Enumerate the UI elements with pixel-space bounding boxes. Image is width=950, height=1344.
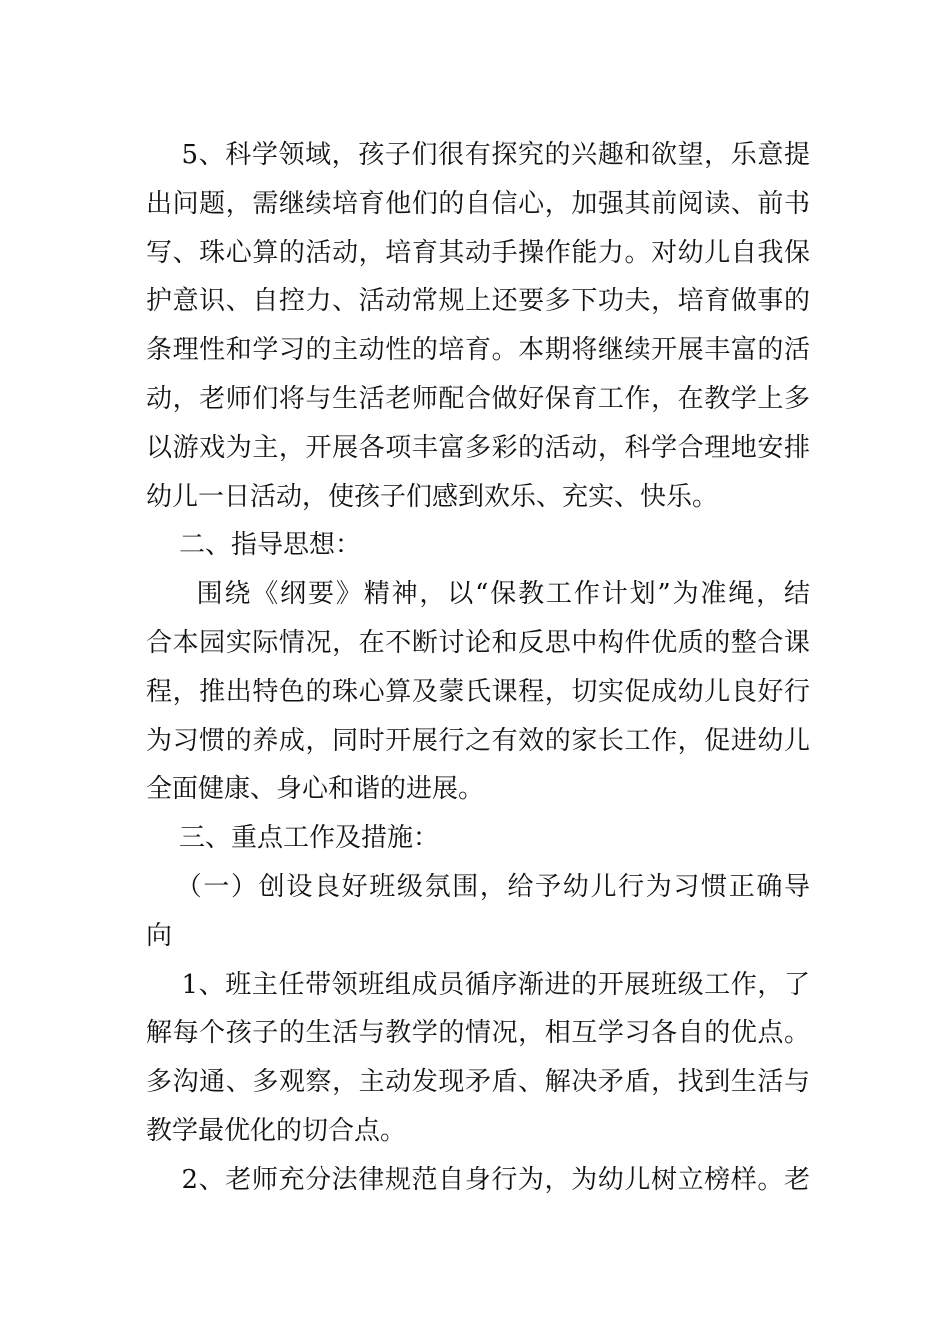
subheading-class-atmosphere (146, 863, 810, 961)
heading-guiding-thought (146, 521, 810, 570)
text-line: 为习惯的养成，同时开展行之有效的家长工作，促进幼儿 (146, 725, 810, 756)
section-heading: 二、指导思想： (146, 530, 362, 561)
text-line: 护意识、自控力、活动常规上还要多下功夫，培育做事的 (146, 286, 810, 317)
subsection-heading: （一）创设良好班级氛围，给予幼儿行为习惯正确导 (146, 871, 810, 902)
text-line: 5、科学领域，孩子们很有探究的兴趣和欲望，乐意提 (146, 140, 810, 170)
text-line: 多沟通、多观察，主动发现矛盾、解决矛盾，找到生活与 (146, 1067, 810, 1098)
paragraph-science-domain (146, 131, 810, 521)
text-line: 教学最优化的切合点。 (146, 1115, 407, 1146)
paragraph-item-2 (146, 1156, 810, 1205)
paragraph-guiding-thought (146, 570, 810, 814)
heading-key-work (146, 814, 810, 863)
text-line: 围绕《纲要》精神，以“保教工作计划”为准绳，结 (146, 579, 810, 610)
text-line: 2、老师充分法律规范自身行为，为幼儿树立榜样。老 (146, 1164, 810, 1195)
subsection-heading: 向 (146, 920, 173, 951)
text-line: 程，推出特色的珠心算及蒙氏课程，切实促成幼儿良好行 (146, 676, 810, 707)
text-line: 写、珠心算的活动，培育其动手操作能力。对幼儿自我保 (146, 237, 810, 268)
text-line: 以游戏为主，开展各项丰富多彩的活动，科学合理地安排 (146, 432, 810, 463)
text-line: 条理性和学习的主动性的培育。本期将继续开展丰富的活 (146, 335, 810, 366)
text-line: 全面健康、身心和谐的进展。 (146, 774, 485, 805)
text-line: 合本园实际情况，在不断讨论和反思中构件优质的整合课 (146, 627, 810, 658)
text-line: 出问题，需继续培育他们的自信心，加强其前阅读、前书 (146, 188, 810, 219)
text-line: 1、班主任带领班组成员循序渐进的开展班级工作，了 (146, 969, 810, 1000)
paragraph-item-1 (146, 961, 810, 1156)
text-line: 幼儿一日活动，使孩子们感到欢乐、充实、快乐。 (146, 481, 719, 512)
text-line: 动，老师们将与生活老师配合做好保育工作，在教学上多 (146, 383, 810, 414)
document-body (146, 131, 810, 1205)
text-line: 解每个孩子的生活与教学的情况，相互学习各自的优点。 (146, 1018, 810, 1049)
section-heading: 三、重点工作及措施： (146, 823, 440, 854)
